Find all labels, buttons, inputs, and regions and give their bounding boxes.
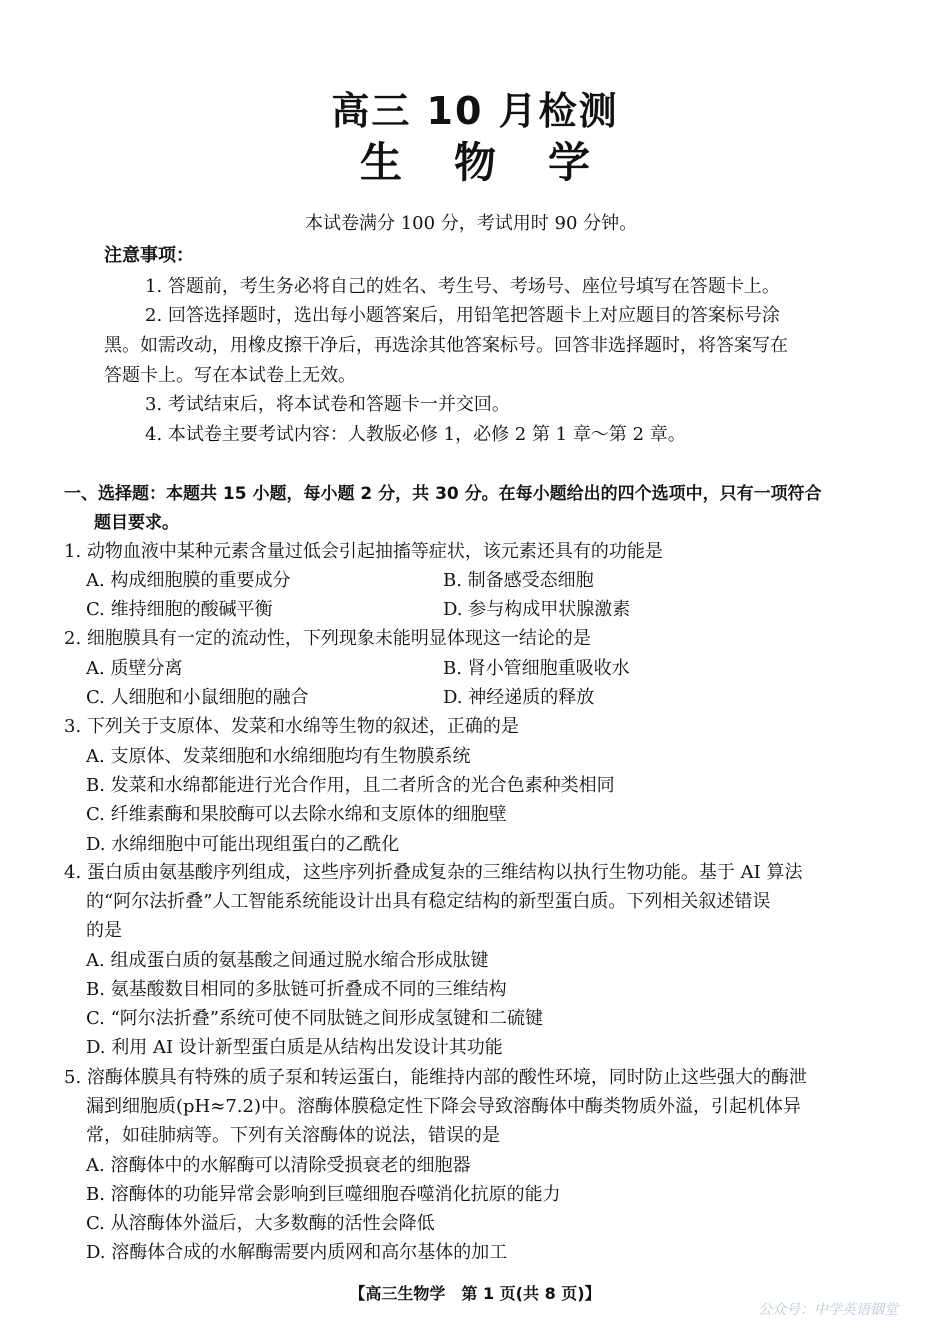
page-footer: 【高三生物学 第 1 页(共 8 页)】 (349, 1284, 601, 1303)
option-b: B. 发菜和水绵都能进行光合作用，且二者所含的光合色素种类相同 (86, 775, 615, 796)
option-c: C. “阿尔法折叠”系统可使不同肽链之间形成氢键和二硫键 (86, 1008, 543, 1029)
question-stem-cont: 漏到细胞质(pH≈7.2)中。溶酶体膜稳定性下降会导致溶酶体中酶类物质外溢，引起机体异 (86, 1096, 801, 1117)
option-a: A. 溶酶体中的水解酶可以清除受损衰老的细胞器 (86, 1155, 471, 1176)
exam-intro: 本试卷满分 100 分，考试用时 90 分钟。 (305, 213, 638, 234)
option-b: B. 氨基酸数目相同的多肽链可折叠成不同的三维结构 (86, 979, 507, 1000)
option-c: C. 纤维素酶和果胶酶可以去除水绵和支原体的细胞壁 (86, 804, 507, 825)
notice-line: 4. 本试卷主要考试内容：人教版必修 1，必修 2 第 1 章～第 2 章。 (145, 424, 686, 445)
option-d: D. 利用 AI 设计新型蛋白质是从结构出发设计其功能 (86, 1037, 503, 1058)
question-stem: 4. 蛋白质由氨基酸序列组成，这些序列折叠成复杂的三维结构以执行生物功能。基于 AI 算法 (64, 862, 803, 883)
question-stem: 3. 下列关于支原体、发菜和水绵等生物的叙述，正确的是 (64, 716, 519, 737)
option-b: B. 溶酶体的功能异常会影响到巨噬细胞吞噬消化抗原的能力 (86, 1184, 561, 1205)
notice-line: 黑。如需改动，用橡皮擦干净后，再选涂其他答案标号。回答非选择题时，将答案写在 (104, 335, 788, 356)
watermark: 公众号：中学英语铟堂 (758, 1302, 898, 1318)
option-a: A. 质壁分离 (86, 658, 183, 679)
exam-subject: 生物学 (359, 138, 642, 187)
option-b: B. 制备感受态细胞 (443, 570, 594, 591)
notice-line: 答题卡上。写在本试卷上无效。 (104, 365, 356, 386)
option-a: A. 构成细胞膜的重要成分 (86, 570, 291, 591)
question-stem: 2. 细胞膜具有一定的流动性，下列现象未能明显体现这一结论的是 (64, 628, 591, 649)
question-stem: 5. 溶酶体膜具有特殊的质子泵和转运蛋白，能维持内部的酸性环境，同时防止这些强大的酶泄 (64, 1067, 807, 1088)
section-heading: 一、选择题：本题共 15 小题，每小题 2 分，共 30 分。在每小题给出的四个选项中，只有一项符合 (64, 484, 822, 504)
exam-title: 高三 10 月检测 (331, 89, 619, 133)
notice-line: 1. 答题前，考生务必将自己的姓名、考生号、考场号、座位号填写在答题卡上。 (145, 276, 780, 297)
question-stem-cont: 的是 (86, 920, 122, 941)
option-d: D. 参与构成甲状腺激素 (443, 599, 631, 620)
option-a: A. 支原体、发菜细胞和水绵细胞均有生物膜系统 (86, 746, 471, 767)
notice-heading: 注意事项： (104, 245, 194, 266)
notice-line: 3. 考试结束后，将本试卷和答题卡一并交回。 (145, 394, 510, 415)
option-c: C. 维持细胞的酸碱平衡 (86, 599, 273, 620)
option-c: C. 从溶酶体外溢后，大多数酶的活性会降低 (86, 1213, 435, 1234)
question-stem-cont: 常，如硅肺病等。下列有关溶酶体的说法，错误的是 (86, 1125, 500, 1146)
option-d: D. 神经递质的释放 (443, 687, 595, 708)
option-b: B. 肾小管细胞重吸收水 (443, 658, 630, 679)
question-stem: 1. 动物血液中某种元素含量过低会引起抽搐等症状，该元素还具有的功能是 (64, 541, 663, 562)
option-c: C. 人细胞和小鼠细胞的融合 (86, 687, 309, 708)
option-d: D. 溶酶体合成的水解酶需要内质网和高尔基体的加工 (86, 1242, 508, 1263)
section-heading-cont: 题目要求。 (94, 513, 179, 533)
option-a: A. 组成蛋白质的氨基酸之间通过脱水缩合形成肽键 (86, 950, 489, 971)
option-d: D. 水绵细胞中可能出现组蛋白的乙酰化 (86, 834, 400, 855)
question-stem-cont: 的“阿尔法折叠”人工智能系统能设计出具有稳定结构的新型蛋白质。下列相关叙述错误 (86, 891, 771, 912)
notice-line: 2. 回答选择题时，选出每小题答案后，用铅笔把答题卡上对应题目的答案标号涂 (145, 305, 780, 326)
